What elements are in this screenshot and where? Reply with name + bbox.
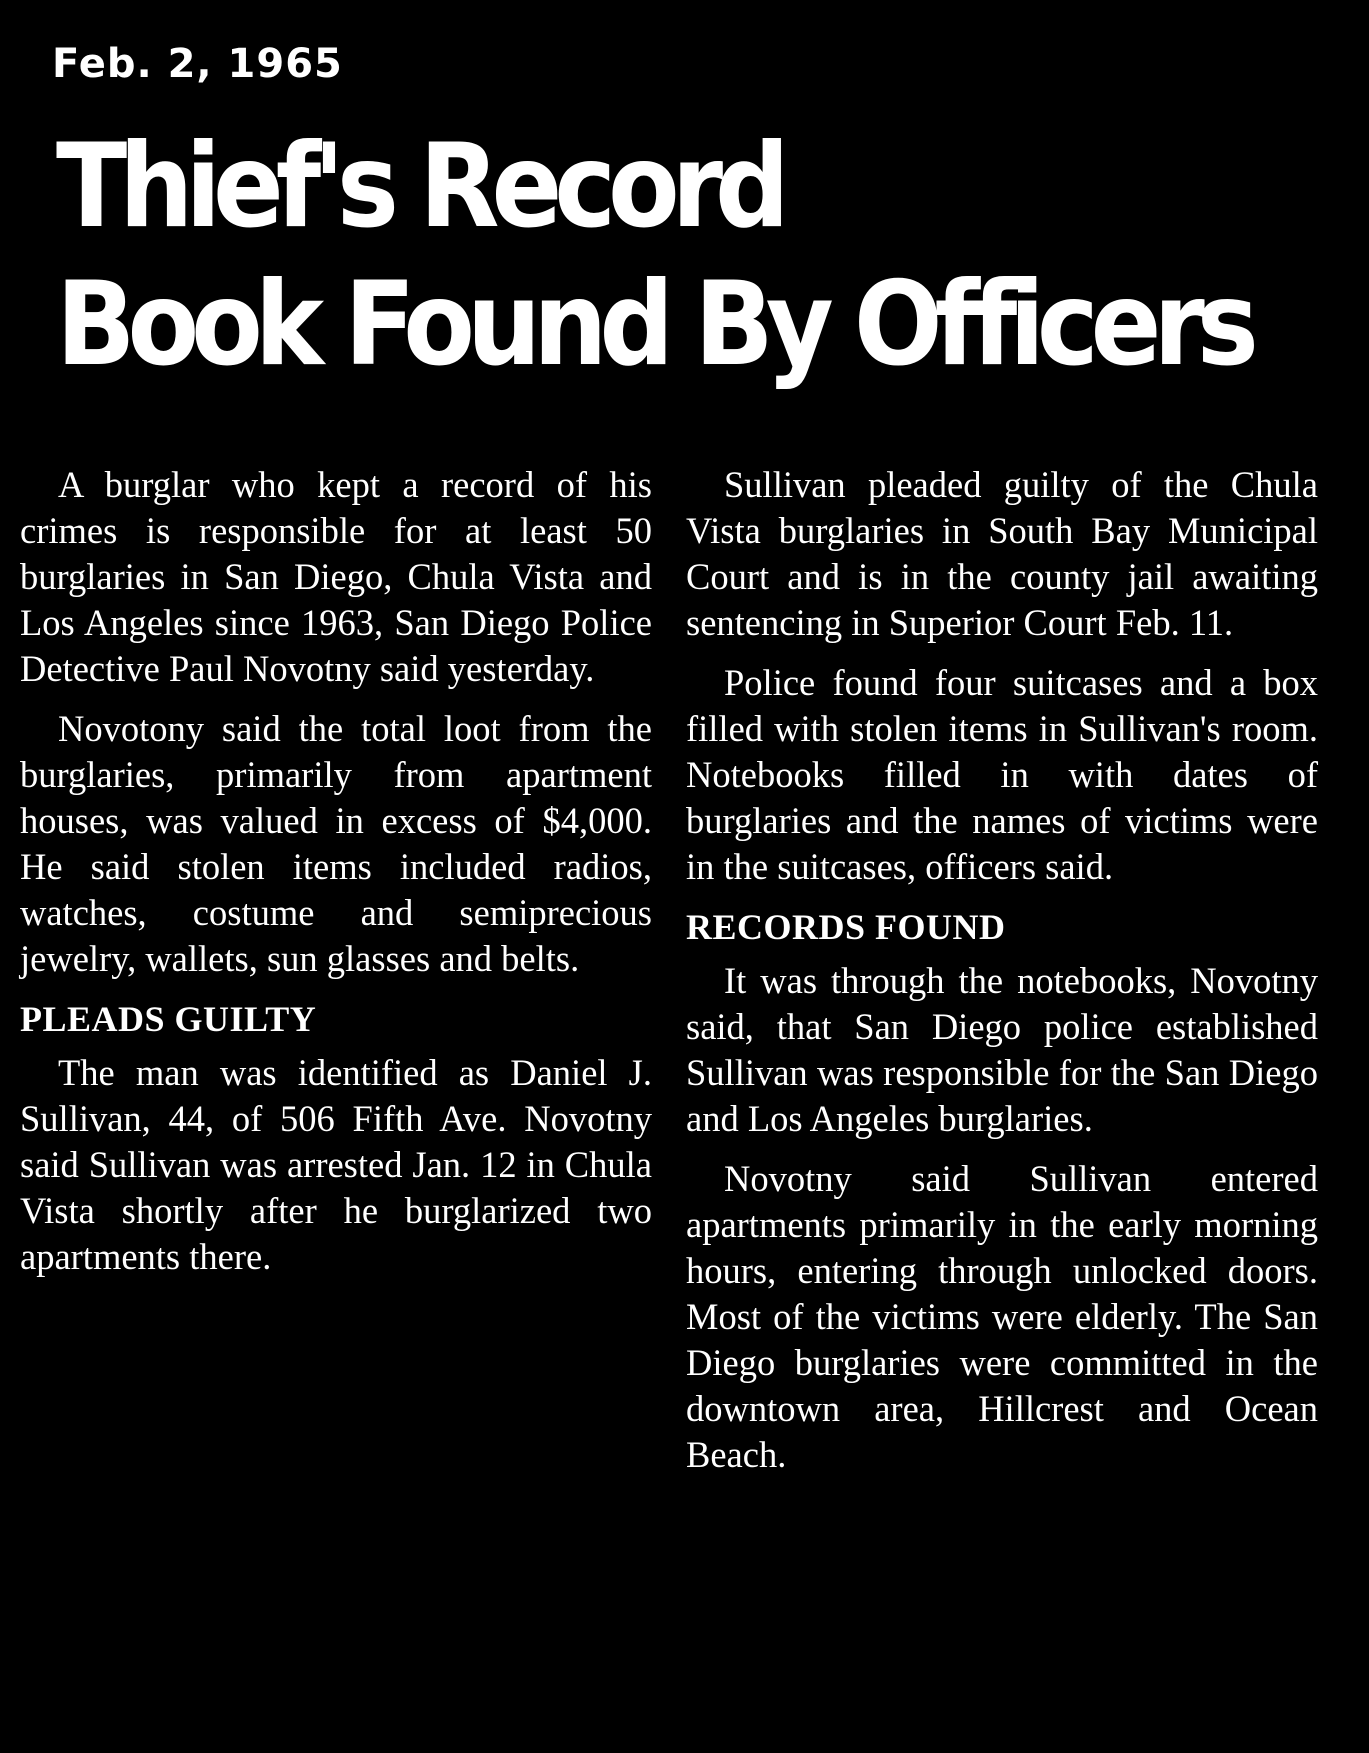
right-column — [686, 462, 1318, 1492]
subhead-pleads-guilty: PLEADS GUILTY — [20, 999, 317, 1039]
headline-line-1: Thief's Record — [56, 119, 782, 254]
paragraph: The man was identified as Daniel J. Sullivan, 44, of 506 Fifth Ave. Novotny said Sullivan was arrested Jan. 12 in Chula Vista shortly after he burglarized two apartments there. — [20, 1052, 652, 1277]
left-column — [20, 462, 652, 1294]
paragraph: Police found four suitcases and a box filled with stolen items in Sullivan's room. Notebooks filled in with dates of burglaries and the names of victims were in the suitcases, officers said. — [686, 662, 1318, 887]
headline-line-2: Book Found By Officers — [56, 257, 1251, 393]
paragraph: A burglar who kept a record of his crimes is responsible for at least 50 burglaries in San Diego, Chula Vista and Los Angeles since 1963, San Diego Police Detective Paul Novotny said yesterday. — [20, 464, 652, 689]
article-date: Feb. 2, 1965 — [52, 41, 343, 87]
article-headline — [56, 118, 1251, 394]
paragraph: Sullivan pleaded guilty of the Chula Vista burglaries in South Bay Municipal Court and is in the county jail awaiting sentencing in Superior Court Feb. 11. — [686, 464, 1318, 643]
paragraph: It was through the notebooks, Novotny said, that San Diego police established Sullivan was responsible for the San Diego and Los Angeles burglaries. — [686, 960, 1318, 1139]
paragraph: Novotony said the total loot from the burglaries, primarily from apartment houses, was valued in excess of $4,000. He said stolen items included radios, watches, costume and semiprecious jewelry, wallets, sun glasses and belts. — [20, 708, 652, 979]
paragraph: Novotny said Sullivan entered apartments primarily in the early morning hours, entering through unlocked doors. Most of the victims were elderly. The San Diego burglaries were committed in the downtown area, Hillcrest and Ocean Beach. — [686, 1158, 1318, 1475]
subhead-records-found: RECORDS FOUND — [686, 907, 1006, 947]
